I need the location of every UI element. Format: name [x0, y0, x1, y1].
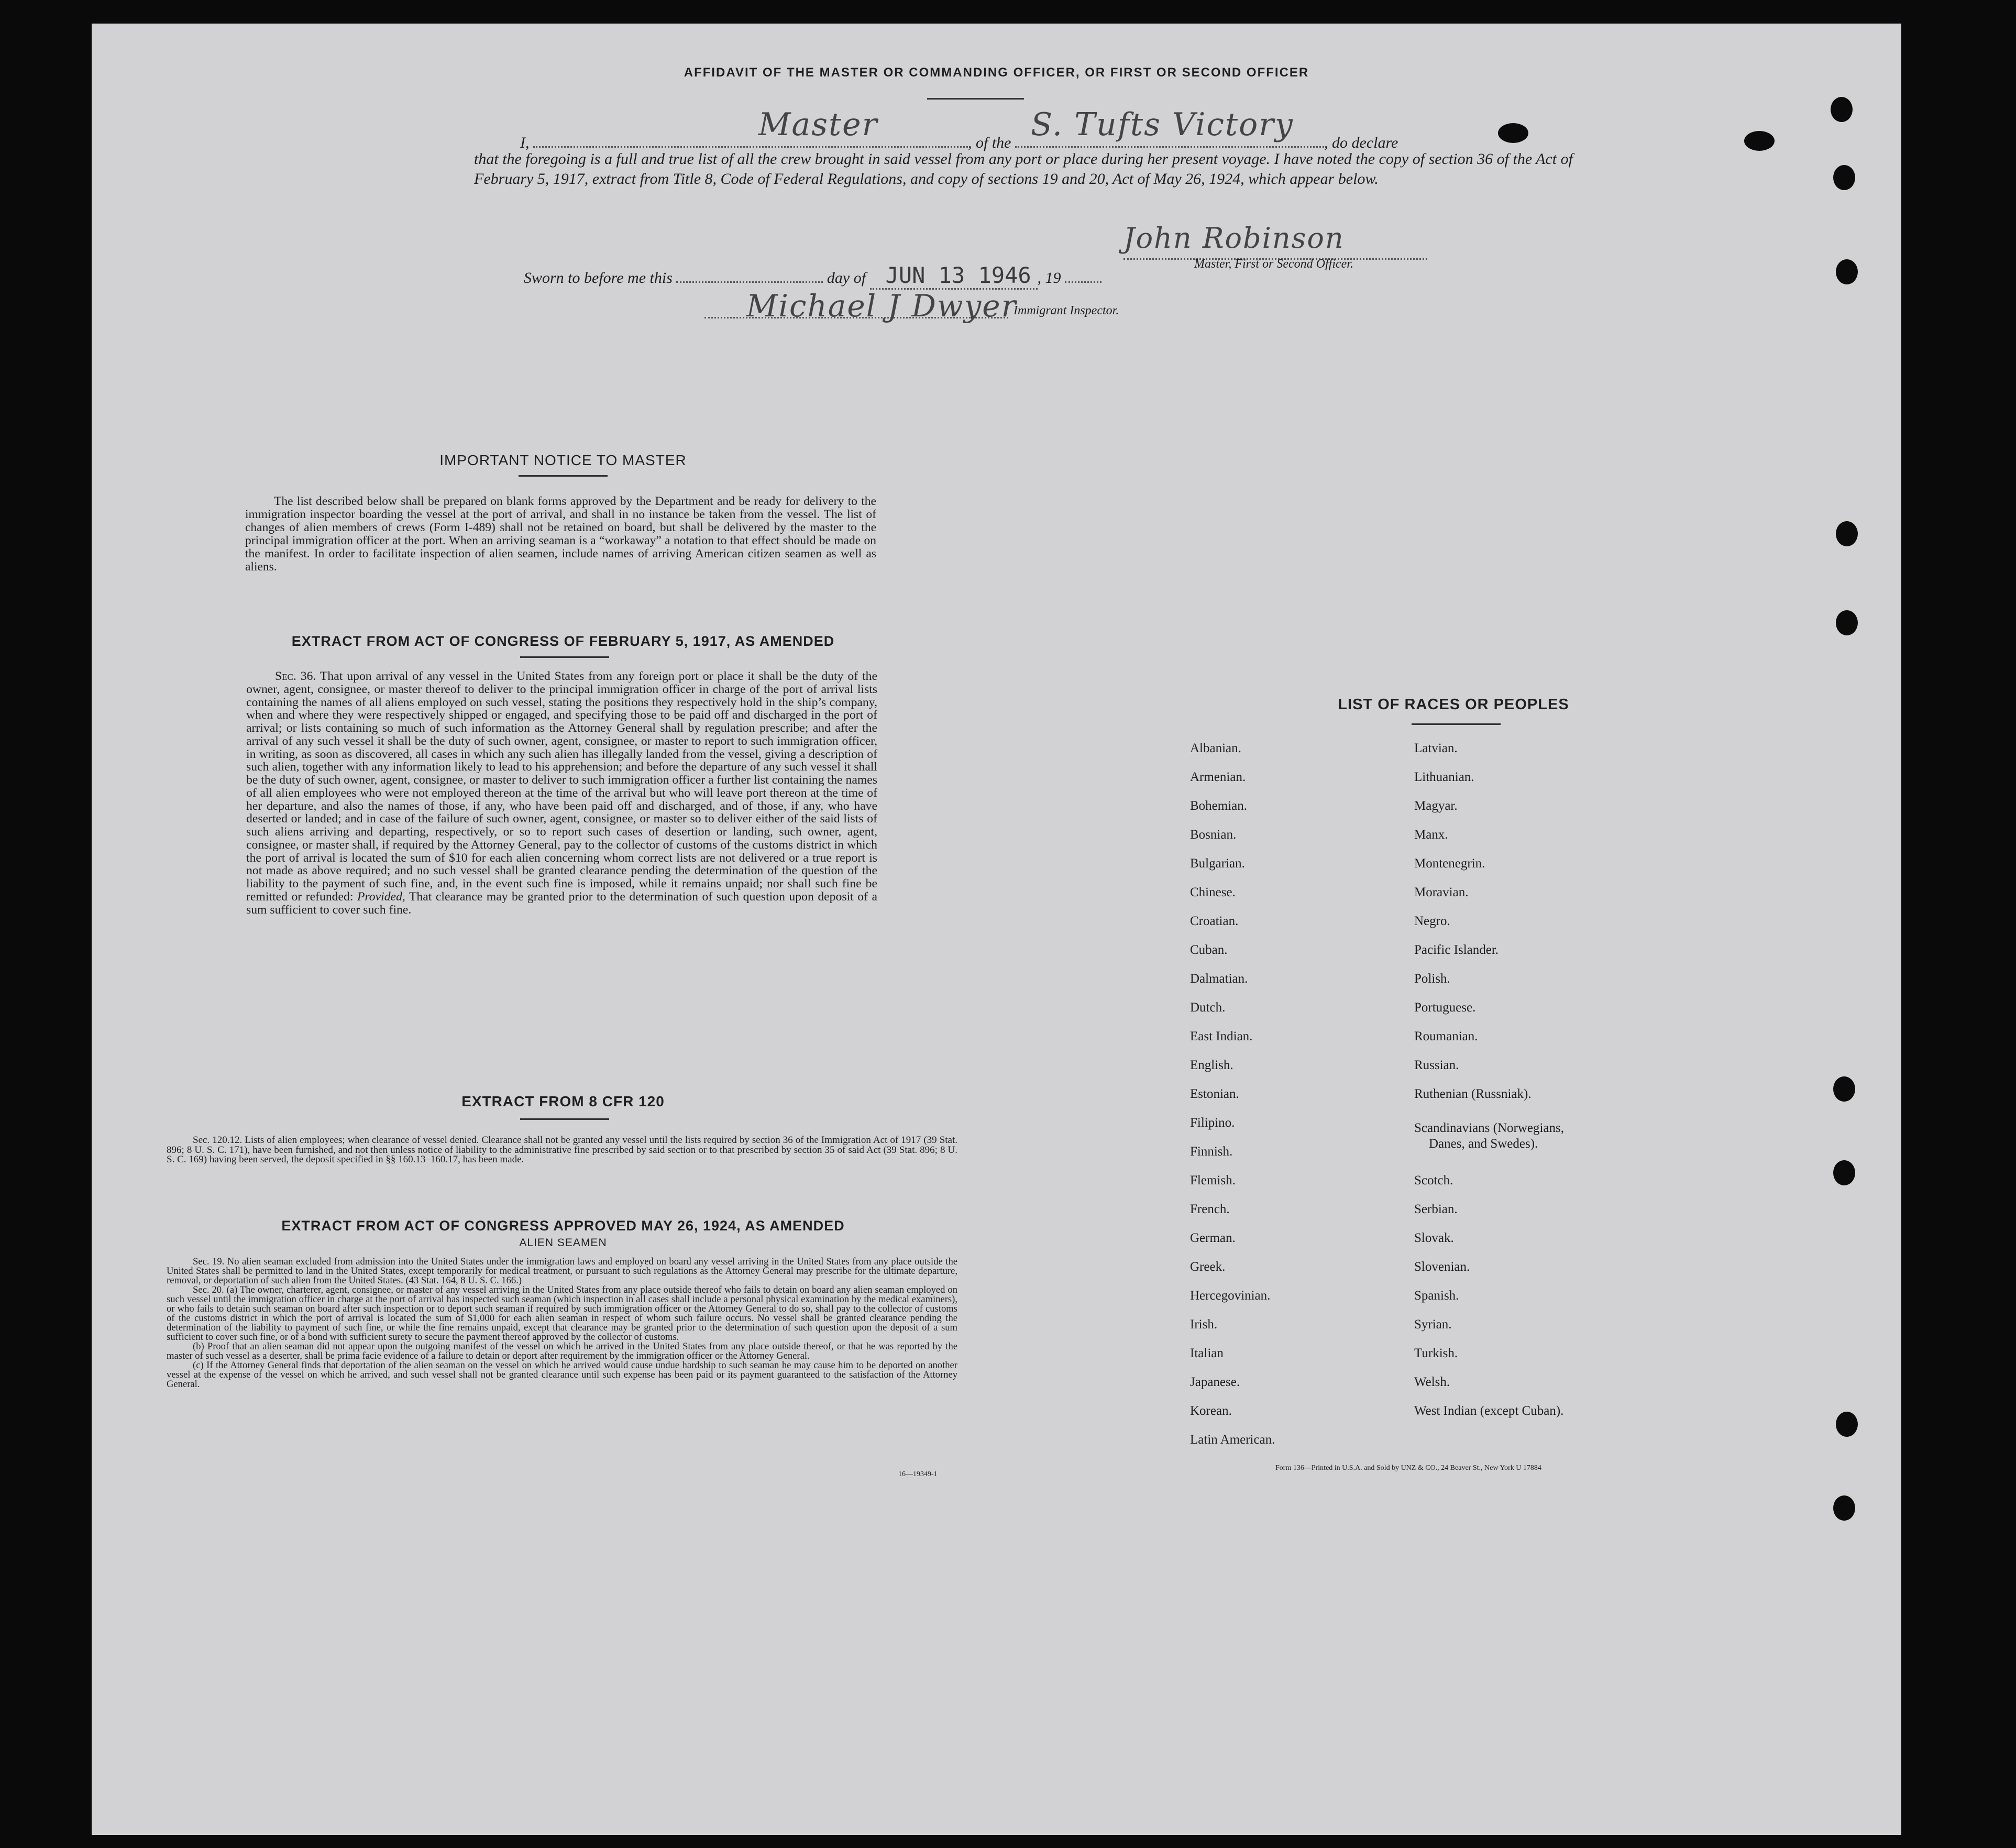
race-right-5: Montenegrin.: [1414, 856, 1485, 871]
race-right-10: Portuguese.: [1414, 1000, 1476, 1015]
extract-1917-title: EXTRACT FROM ACT OF CONGRESS OF FEBRUARY 5, 1917, AS AMENDED: [291, 633, 835, 649]
race-left-1: Albanian.: [1190, 741, 1241, 755]
race-left-11: East Indian.: [1190, 1029, 1253, 1043]
race-left-2: Armenian.: [1190, 770, 1246, 784]
provided-label: Provided,: [357, 889, 405, 904]
race-right-8: Pacific Islander.: [1414, 943, 1499, 957]
extract-1924-subtitle: ALIEN SEAMEN: [519, 1237, 607, 1249]
punch-hole-5: [1836, 610, 1858, 635]
affidavit-body: that the foregoing is a full and true list of all the crew brought in said vessel from any port or place during her present voyage. I have noted the copy of section 36 of the Act of February 5, 1917, extract from Title 8, Code of Federal Regulations, and copy of sections 19 and 20, Act of May 26, 1924, which appear below.: [474, 150, 1573, 188]
punch-hole-10: [1498, 123, 1528, 143]
declare-label: , do declare: [1324, 134, 1398, 151]
race-left-9: Dalmatian.: [1190, 972, 1248, 986]
race-right-6: Moravian.: [1414, 885, 1469, 899]
year-label: , 19: [1037, 269, 1061, 287]
races-title: LIST OF RACES OR PEOPLES: [1338, 696, 1569, 713]
day-of-label: day of: [827, 269, 866, 287]
notice-body: The list described below shall be prepared on blank forms approved by the Department and be ready for delivery to the immigration inspector boarding the vessel at the port of arrival, and shall in no instance be taken from the vessel. The list of changes of alien members of crews (Form I-489) shall not be retained on board, but shall be delivered by the master to the principal immigration officer at the port. When an arriving seaman is a “workaway” a notation to that effect should be made on the manifest. In order to facilitate inspection of alien seamen, include names of arriving American citizen seamen as well as aliens.: [245, 494, 876, 574]
race-right-7: Negro.: [1414, 914, 1450, 928]
sec-36-label: Sec. 36.: [275, 669, 316, 683]
race-left-22: Italian: [1190, 1346, 1224, 1360]
sec-20a-text: Sec. 20. (a) The owner, charterer, agent, consignee, or master of any vessel arriving in the United States from any place outside thereof who fails to detain on board any alien seaman employed on such vessel until the immigration officer in charge at the port of arrival has inspected such seaman (which inspection in all cases shall include a personal physical examination by the medical examiners), or who fails to detain such seaman on board after such inspection or to deport such seaman if required by such immigration officer or the Attorney General to do so, shall pay to the collector of customs of the customs district in which the port of arrival is located the sum of $1,000 for each alien seaman in respect of whom such failure occurs. No vessel shall be granted clearance pending the determination of the liability to payment of such fine, or while the fine remains unpaid, except that clearance may be granted prior to the determination of such question upon the deposit of a sum sufficient to cover such fine, or of a bond with sufficient surety to secure the payment thereof approved by the collector of customs.: [167, 1284, 957, 1343]
printer-imprint: Form 136—Printed in U.S.A. and Sold by UNZ & CO., 24 Beaver St., New York U 17884: [1275, 1464, 1541, 1472]
race-left-15: Finnish.: [1190, 1145, 1233, 1159]
race-left-21: Irish.: [1190, 1317, 1218, 1332]
notice-title: IMPORTANT NOTICE TO MASTER: [439, 452, 687, 468]
race-right-14-cont: Danes, and Swedes).: [1429, 1137, 1538, 1151]
i-label: I,: [520, 134, 530, 151]
extract-1917-body: [246, 670, 877, 916]
punch-hole-11: [1744, 131, 1775, 151]
inspector-signature: Michael J Dwyer: [746, 288, 1017, 324]
name-handwriting: Master: [758, 106, 878, 143]
race-right-21: Turkish.: [1414, 1346, 1458, 1360]
vessel-field: [1015, 106, 1324, 148]
date-stamp: JUN 13 1946: [885, 262, 1031, 288]
sworn-month-field: [870, 262, 1038, 290]
punch-hole-2: [1833, 165, 1855, 190]
race-left-6: Chinese.: [1190, 885, 1236, 899]
race-right-13: Ruthenian (Russniak).: [1414, 1087, 1532, 1101]
race-left-24: Korean.: [1190, 1404, 1232, 1418]
vessel-handwriting: S. Tufts Victory: [1031, 106, 1294, 143]
race-right-18: Slovenian.: [1414, 1260, 1470, 1274]
of-the-label: , of the: [968, 134, 1011, 151]
race-left-17: French.: [1190, 1202, 1230, 1216]
race-right-20: Syrian.: [1414, 1317, 1452, 1332]
race-left-10: Dutch.: [1190, 1000, 1226, 1015]
race-right-17: Slovak.: [1414, 1231, 1454, 1245]
race-right-11: Roumanian.: [1414, 1029, 1478, 1043]
punch-hole-8: [1836, 1412, 1858, 1437]
race-right-16: Serbian.: [1414, 1202, 1458, 1216]
cfr-body: Sec. 120.12. Lists of alien employees; when clearance of vessel denied. Clearance shall not be granted any vessel until the lists required by section 36 of the Immigration Act of 1917 (39 Stat. 896; 8 U. S. C. 171), have been furnished, and not then unless notice of liability to the administrative fine prescribed by said section or to that prescribed by section 35 of said Act (39 Stat. 896; 8 U. S. C. 169) having been served, the deposit specified in §§ 160.13–160.17, has been made.: [167, 1135, 957, 1165]
race-left-23: Japanese.: [1190, 1375, 1240, 1389]
cfr-rule: [520, 1118, 609, 1120]
cfr-title: EXTRACT FROM 8 CFR 120: [461, 1093, 665, 1109]
inspector-signature-block: [704, 288, 1281, 335]
races-rule: [1412, 723, 1501, 725]
name-field: [533, 106, 968, 148]
signer-caption: Master, First or Second Officer.: [1194, 257, 1353, 271]
sec-36-text: That upon arrival of any vessel in the United States from any foreign port or place it shall be the duty of the owner, agent, consignee, or master thereof to deliver to the principal immigration officer in charge of the port of arrival lists containing the names of all aliens employed on such vessel, stating the positions they respectively hold in the ship’s company, when and where they were respectively shipped or engaged, and specifying those to be paid off and discharged in the port of arrival; or lists containing so much of such information as the Attorney General shall by regulation prescribe; and after the arrival of any such vessel it shall be the duty of such owner, agent, consignee, or master to report to such immigration officer, in writing, as soon as discovered, all cases in which any such alien has illegally landed from the vessel, giving a description of such alien, together with any information likely to lead to his apprehension; and before the departure of any such vessel it shall be the duty of such owner, agent, consignee, or master to deliver to such immigration officer a further list containing the names of all alien employees who were not employed thereon at the time of the arrival but who will leave port thereon at the time of her departure, and also the names of those, if any, who have been paid off and discharged, and of those, if any, who have deserted or landed; and in case of the failure of such owner, agent, consignee, or master so to deliver either of the said lists of such aliens arriving and departing, respectively, or so to report such cases of desertion or landing, such owner, agent, consignee, or master shall, if required by the Attorney General, pay to the collector of customs of the customs district in which the port of arrival is located the sum of $10 for each alien concerning whom correct lists are not delivered or a true report is not made as above required; and no such vessel shall be granted clearance pending the determination of the question of the liability to the payment of such fine, and, in the event such fine is imposed, while it remains unpaid; nor shall such fine be remitted or refunded:: [246, 669, 878, 904]
race-right-4: Manx.: [1414, 828, 1448, 842]
race-left-19: Greek.: [1190, 1260, 1226, 1274]
race-left-12: English.: [1190, 1058, 1233, 1072]
sec-20c-text: (c) If the Attorney General finds that deportation of the alien seaman on the vessel on which he arrived would cause undue hardship to such seaman he may cause him to be deported on another vessel at the expense of the vessel on which he arrived, and such vessel shall not be granted clearance until such expense has been paid or its payment guaranteed to the satisfaction of the Attorney General.: [167, 1360, 957, 1390]
sworn-line: [524, 262, 1283, 290]
punch-hole-9: [1833, 1495, 1855, 1521]
race-left-14: Filipino.: [1190, 1116, 1235, 1130]
race-right-12: Russian.: [1414, 1058, 1459, 1072]
punch-hole-6: [1833, 1076, 1855, 1102]
race-left-4: Bosnian.: [1190, 828, 1237, 842]
race-left-16: Flemish.: [1190, 1173, 1236, 1187]
race-right-22: Welsh.: [1414, 1375, 1450, 1389]
race-right-23: West Indian (except Cuban).: [1414, 1404, 1564, 1418]
extract-1924-title: EXTRACT FROM ACT OF CONGRESS APPROVED MAY 26, 1924, AS AMENDED: [281, 1218, 845, 1234]
punch-hole-1: [1831, 97, 1853, 122]
race-left-18: German.: [1190, 1231, 1236, 1245]
race-right-19: Spanish.: [1414, 1289, 1459, 1303]
race-left-25: Latin American.: [1190, 1433, 1275, 1447]
race-left-3: Bohemian.: [1190, 799, 1248, 813]
race-right-1: Latvian.: [1414, 741, 1458, 755]
extract-1917-rule: [520, 656, 609, 658]
sworn-label: Sworn to before me this: [524, 269, 673, 287]
document-page: [92, 24, 1901, 1835]
notice-rule: [519, 475, 608, 477]
race-left-8: Cuban.: [1190, 943, 1228, 957]
race-right-15: Scotch.: [1414, 1173, 1453, 1187]
extract-1924-body: [167, 1257, 957, 1389]
punch-hole-4: [1836, 521, 1858, 546]
punch-hole-3: [1836, 259, 1858, 284]
race-left-20: Hercegovinian.: [1190, 1289, 1271, 1303]
race-left-5: Bulgarian.: [1190, 856, 1245, 871]
sec-20b-text: (b) Proof that an alien seaman did not appear upon the outgoing manifest of the vessel on which he arrived in the United States from any place outside thereof, or that he was reported by the master of such vessel as a deserter, shall be prima facie evidence of a failure to detain or deport after requirement by the immigration officer or the Attorney General.: [167, 1341, 957, 1361]
race-right-9: Polish.: [1414, 972, 1450, 986]
race-left-7: Croatian.: [1190, 914, 1239, 928]
sec-19-text: Sec. 19. No alien seaman excluded from admission into the United States under the immigration laws and employed on board any vessel arriving in the United States from any place outside the United States shall be permitted to land in the United States, except temporarily for medical treatment, or pursuant to such regulations as the Attorney General may prescribe for the ultimate departure, removal, or deportation of such alien from the United States. (43 Stat. 164, 8 U. S. C. 166.): [167, 1256, 957, 1286]
race-left-13: Estonian.: [1190, 1087, 1239, 1101]
race-right-14: Scandinavians (Norwegians,: [1414, 1121, 1565, 1135]
race-right-3: Magyar.: [1414, 799, 1458, 813]
race-right-2: Lithuanian.: [1414, 770, 1474, 784]
provided-text: That clearance may be granted prior to the determination of such question upon deposit of a sum sufficient to cover such fine.: [246, 889, 878, 917]
year-field: [1065, 281, 1101, 283]
punch-hole-7: [1833, 1160, 1855, 1185]
sworn-day-field: [676, 281, 823, 283]
affidavit-title: AFFIDAVIT OF THE MASTER OR COMMANDING OFFICER, OR FIRST OR SECOND OFFICER: [684, 65, 1309, 80]
inspector-caption: Immigrant Inspector.: [1013, 304, 1119, 317]
form-code: 16—19349-1: [898, 1470, 938, 1478]
master-signature: John Robinson: [1123, 222, 1345, 255]
title-rule: [927, 98, 1024, 100]
